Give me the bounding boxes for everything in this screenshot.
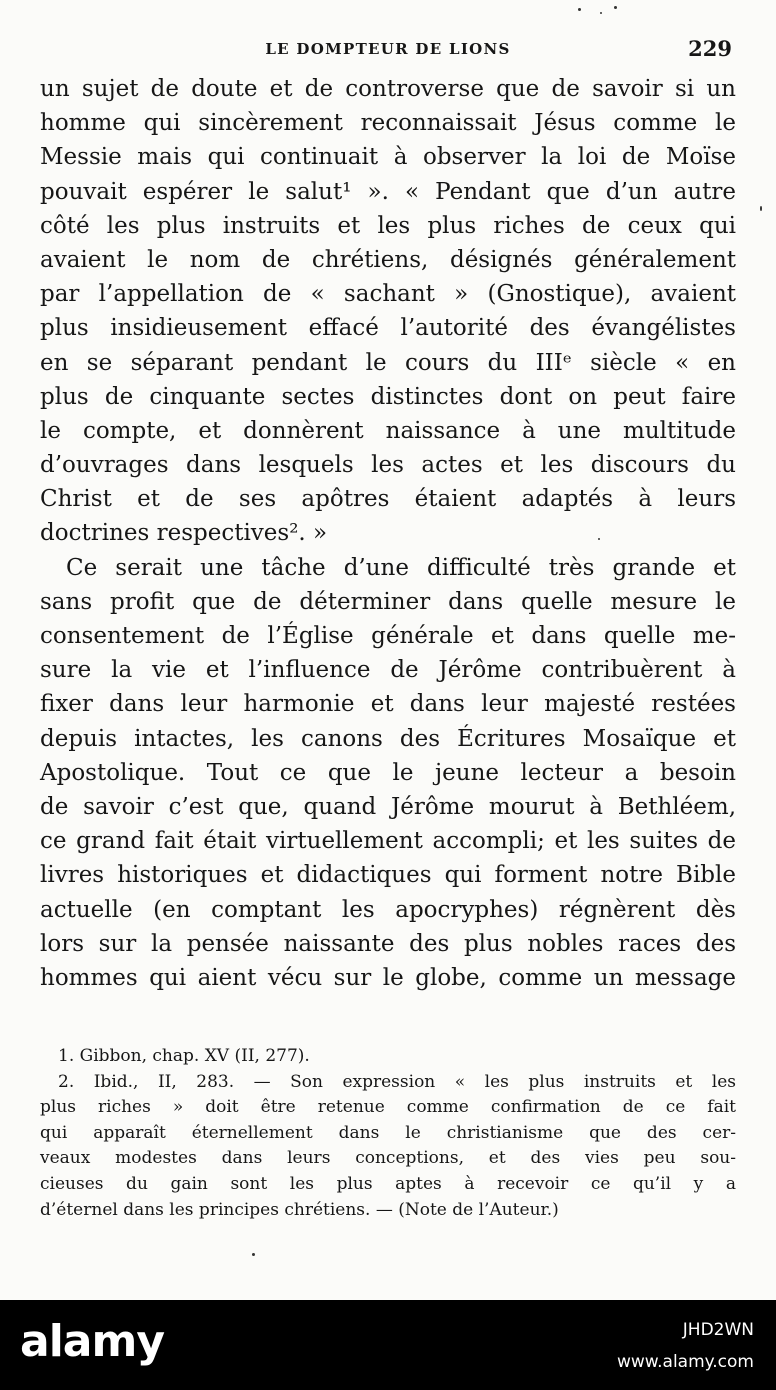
text-line: lors sur la pensée naissante des plus nobles races des — [40, 930, 736, 957]
text-line: Messie mais qui continuait à observer la loi de Moïse — [40, 144, 736, 171]
text-line: plus insidieusement effacé l’autorité des évangélistes — [40, 315, 736, 342]
print-speck — [598, 538, 600, 540]
image-id: JHD2WN — [682, 1320, 754, 1340]
text-line: homme qui sincèrement reconnaissait Jésus comme le — [40, 110, 736, 137]
running-title: LE DOMPTEUR DE LIONS — [265, 40, 511, 58]
text-line: hommes qui aient vécu sur le globe, comme un message — [40, 964, 736, 991]
text-line: sure la vie et l’influence de Jérôme contribuèrent à — [40, 657, 736, 684]
text-line: Christ et de ses apôtres étaient adaptés à leurs — [40, 486, 736, 513]
print-speck — [760, 206, 762, 211]
footnote-line: cieuses du gain sont les plus aptes à recevoir ce qu’il y a — [40, 1173, 736, 1194]
text-line: doctrines respectives². » — [40, 520, 328, 547]
footnote-line: qui apparaît éternellement dans le christianisme que des cer- — [40, 1122, 736, 1143]
footnotes — [40, 1044, 736, 1223]
text-line: plus de cinquante sectes distinctes dont on peut faire — [40, 383, 736, 410]
footnote-line: veaux modestes dans leurs conceptions, et des vies peu sou- — [40, 1148, 736, 1169]
text-line: un sujet de doute et de controverse que de savoir si un — [40, 76, 736, 102]
footnote-line: plus riches » doit être retenue comme confirmation de ce fait — [40, 1097, 736, 1118]
text-line: côté les plus instruits et les plus riches de ceux qui — [40, 212, 736, 239]
footnote-line: 1. Gibbon, chap. XV (II, 277). — [58, 1046, 310, 1066]
text-line: d’ouvrages dans lesquels les actes et les discours du — [40, 452, 736, 479]
text-line: par l’appellation de « sachant » (Gnostique), avaient — [40, 281, 736, 308]
text-line: ce grand fait était virtuellement accompli; et les suites de — [40, 828, 736, 855]
site-url: www.alamy.com — [616, 1352, 754, 1372]
print-speck — [578, 8, 581, 11]
text-line: consentement de l’Église générale et dans quelle me- — [40, 623, 736, 649]
body-text — [40, 72, 736, 995]
text-line: en se séparant pendant le cours du IIIᵉ siècle « en — [40, 349, 736, 376]
running-head — [40, 36, 736, 66]
text-line: le compte, et donnèrent naissance à une multitude — [40, 417, 736, 444]
alamy-logo: alamy — [20, 1316, 164, 1367]
text-line: Apostolique. Tout ce que le jeune lecteur a besoin — [40, 759, 736, 786]
footnote-line: 2. Ibid., II, 283. — Son expression « les plus instruits et les — [58, 1071, 736, 1092]
footnote-line: d’éternel dans les principes chrétiens. — (Note de l’Auteur.) — [40, 1199, 559, 1220]
text-line: de savoir c’est que, quand Jérôme mourut à Bethléem, — [40, 793, 736, 820]
text-line: Ce serait une tâche d’une difficulté très grande et — [66, 554, 736, 581]
text-line: fixer dans leur harmonie et dans leur majesté restées — [40, 691, 736, 718]
stock-footer — [0, 1300, 776, 1390]
text-line: pouvait espérer le salut¹ ». « Pendant que d’un autre — [40, 178, 736, 205]
print-speck — [600, 12, 602, 14]
text-line: actuelle (en comptant les apocryphes) régnèrent dès — [40, 896, 736, 923]
print-speck — [252, 1253, 255, 1256]
print-speck — [614, 6, 617, 9]
text-line: livres historiques et didactiques qui forment notre Bible — [40, 862, 736, 889]
text-line: avaient le nom de chrétiens, désignés généralement — [40, 246, 736, 273]
page-number: 229 — [688, 36, 732, 61]
text-line: sans profit que de déterminer dans quelle mesure le — [40, 588, 736, 615]
text-line: depuis intactes, les canons des Écritures Mosaïque et — [40, 725, 736, 752]
